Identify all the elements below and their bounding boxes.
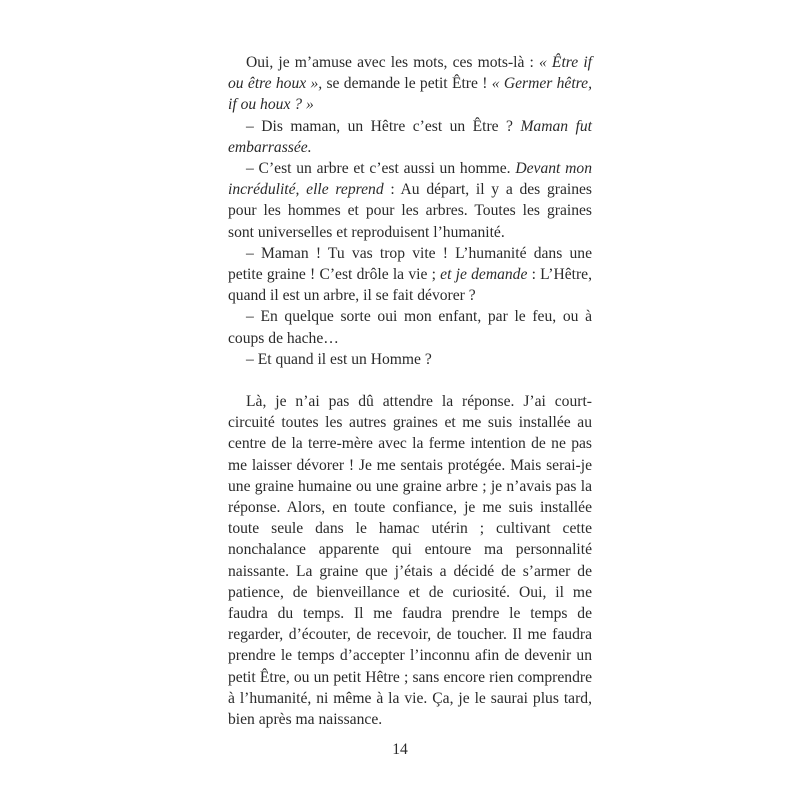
- dialogue-paragraph: [228, 306, 592, 348]
- italic-text-run: « Germer hêtre, if ou houx ? »: [228, 75, 592, 114]
- dialogue-paragraph: [228, 349, 592, 370]
- italic-text-run: Devant mon incrédulité, elle reprend: [228, 160, 592, 199]
- text-run: : L’Hêtre, quand il est un arbre, il se fait dévorer ?: [228, 266, 592, 305]
- text-run: – Dis maman, un Hêtre c’est un Être ?: [246, 117, 521, 135]
- text-run: – En quelque sorte oui mon enfant, par le feu, ou à coups de hache…: [228, 308, 592, 347]
- text-run: – Et quand il est un Homme ?: [246, 350, 432, 368]
- narrative-paragraph: Là, je n’ai pas dû attendre la réponse. J’ai court-circuité toutes les autres graines et me suis installée au centre de la terre-mère avec la ferme intention de ne pas me laisser dévorer ! Je me sentais protégée. Mais serai-je une graine humaine ou une graine arbre ; je n’avais pas la réponse. Alors, en toute confiance, je me suis installée toute seule dans le hamac utérin ; cultivant cette nonchalance apparente qui entoure ma personnalité naissante. La graine que j’étais a décidé de s’armer de patience, de bienveillance et de curiosité. Oui, il me faudra du temps. Il me faudra prendre le temps de regarder, d’écouter, de recevoir, de toucher. Il me faudra prendre le temps d’accepter l’inconnu afin de devenir un petit Être, ou un petit Hêtre ; sans encore rien comprendre à l’humanité, ni même à la vie. Ça, je le saurai plus tard, bien après ma naissance.: [228, 393, 592, 729]
- text-run: : Au départ, il y a des graines pour les hommes et pour les arbres. Toutes les graines sont universelles et reproduisent l’humanité.: [228, 181, 593, 241]
- italic-text-run: Maman fut embarrassée.: [228, 117, 592, 156]
- paragraph-gap: [228, 370, 592, 391]
- text-run: – Maman ! Tu vas trop vite ! L’humanité dans une petite graine ! C’est drôle la vie ;: [228, 244, 592, 284]
- text-run: se demande le petit Être !: [322, 75, 492, 93]
- dialogue-paragraph: [228, 158, 592, 243]
- dialogue-paragraph: [228, 52, 592, 116]
- italic-text-run: et je demande: [440, 266, 528, 284]
- text-run: Oui, je m’amuse avec les mots, ces mots-là :: [246, 54, 539, 71]
- book-page-text: [228, 52, 592, 730]
- dialogue-paragraph: [228, 243, 592, 307]
- text-run: – C’est un arbre et c’est aussi un homme.: [246, 160, 516, 178]
- page-number: 14: [392, 741, 408, 758]
- italic-text-run: « Être if ou être houx »,: [228, 54, 592, 93]
- dialogue-paragraph: [228, 116, 592, 158]
- dialogue-section: [228, 52, 592, 370]
